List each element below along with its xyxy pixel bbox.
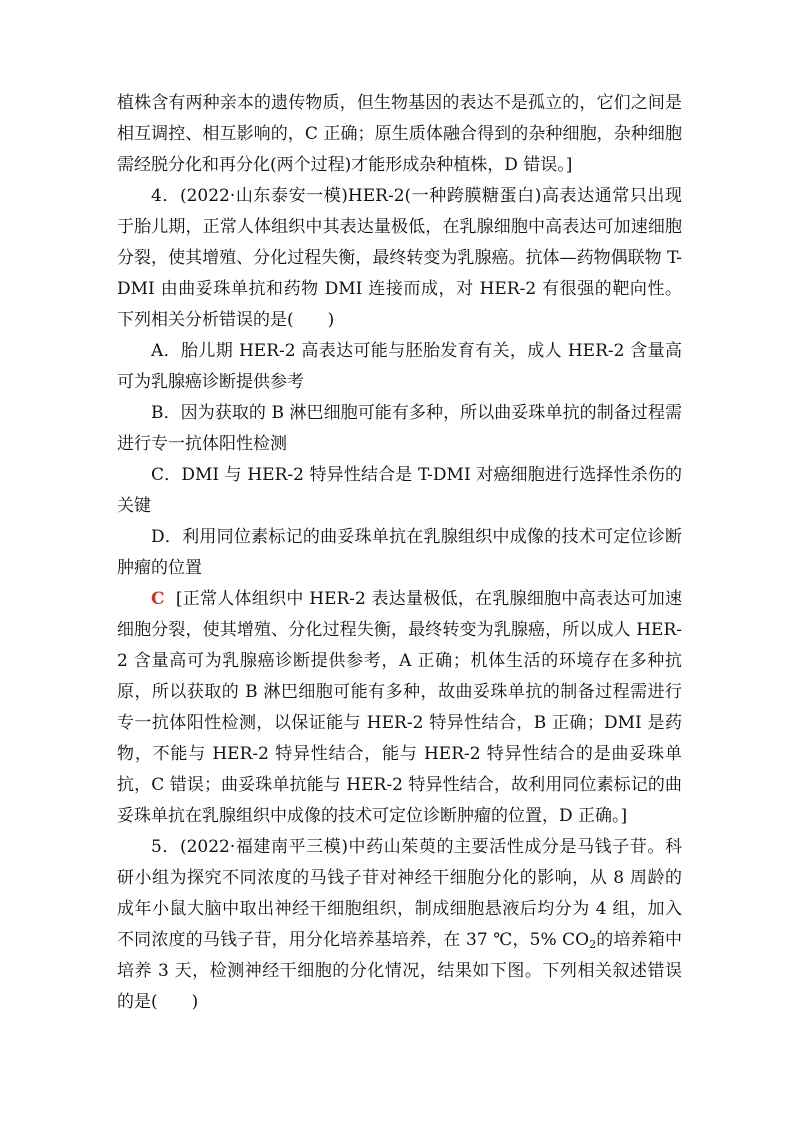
- question-4-option-d: D．利用同位素标记的曲妥珠单抗在乳腺组织中成像的技术可定位诊断肿瘤的位置: [117, 527, 682, 578]
- question-4-explanation: [正常人体组织中 HER-2 表达量极低，在乳腺细胞中高表达可加速细胞分裂，使其增殖、分化过程失衡，最终转变为乳腺癌，所以成人 HER-2 含量高可为乳腺癌诊断提供参考，A 正确；机体生活的环境存在多种抗原，所以获取的 B 淋巴细胞可能有多种，故曲妥珠单抗的制备过程需进行专一抗体阳性检测，以保证能与 HER-2 特异性结合，B 正确；DMI 是药物，不能与 HER-2 特异性结合，能与 HER-2 特异性结合的是曲妥珠单抗，C 错误；曲妥珠单抗能与 HER-2 特异性结合，故利用同位素标记的曲妥珠单抗在乳腺组织中成像的技术可定位诊断肿瘤的位置，D 正确。]: [117, 589, 682, 826]
- question-5-stem-part2: 的培养箱中培养 3 天，检测神经干细胞的分化情况，结果如下图。下列相关叙述错误的是( ): [117, 930, 682, 1012]
- question-4-answer-paragraph: [117, 584, 682, 832]
- co2-subscript: 2: [589, 938, 597, 951]
- document-page: [117, 88, 682, 1018]
- question-4-option-a: A．胎儿期 HER-2 高表达可能与胚胎发育有关，成人 HER-2 含量高可为乳腺癌诊断提供参考: [117, 341, 682, 392]
- question-4-stem: 4．(2022·山东泰安一模)HER-2(一种跨膜糖蛋白)高表达通常只出现于胎儿期，正常人体组织中其表达量极低，在乳腺细胞中高表达可加速细胞分裂，使其增殖、分化过程失衡，最终转变为乳腺癌。抗体—药物偶联物 T-DMI 由曲妥珠单抗和药物 DMI 连接而成，对 HER-2 有很强的靶向性。下列相关分析错误的是( ): [117, 186, 682, 330]
- question-5-stem: [117, 832, 682, 1018]
- question-4-option-c: C．DMI 与 HER-2 特异性结合是 T-DMI 对癌细胞进行选择性杀伤的关键: [117, 465, 682, 516]
- question-4-option-b: B．因为获取的 B 淋巴细胞可能有多种，所以曲妥珠单抗的制备过程需进行专一抗体阳性检测: [117, 403, 682, 454]
- question-5-stem-part1: 5．(2022·福建南平三模)中药山茱萸的主要活性成分是马钱子苷。科研小组为探究不同浓度的马钱子苷对神经干细胞分化的影响，从 8 周龄的成年小鼠大脑中取出神经干细胞组织，制成细胞悬液后均分为 4 组，加入不同浓度的马钱子苷，用分化培养基培养，在 37 ℃，5% CO: [117, 837, 682, 950]
- continued-explanation: 植株含有两种亲本的遗传物质，但生物基因的表达不是孤立的，它们之间是相互调控、相互影响的，C 正确；原生质体融合得到的杂种细胞，杂种细胞需经脱分化和再分化(两个过程)才能形成杂种植株，D 错误。]: [117, 93, 682, 175]
- question-4-answer: C: [151, 589, 165, 609]
